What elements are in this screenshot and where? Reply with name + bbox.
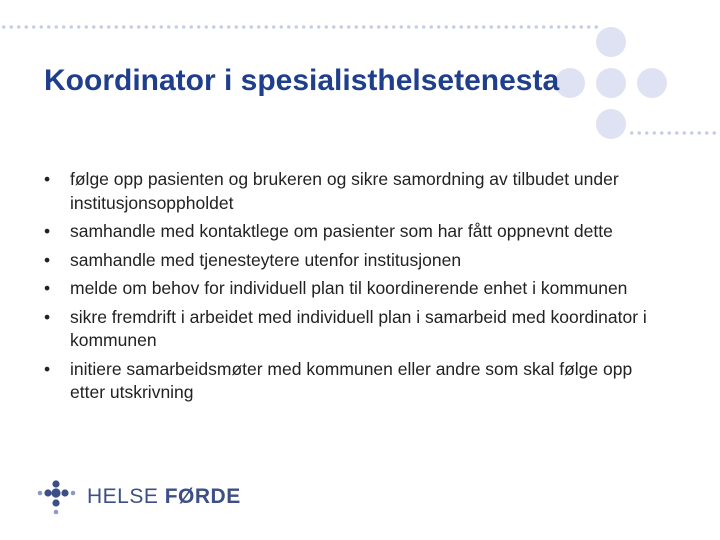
bullet-item: • sikre fremdrift i arbeidet med individuell plan i samarbeid med koordinator i kommunen [44,306,654,353]
decorative-dotted-line-top [0,24,600,30]
bullet-item: • melde om behov for individuell plan til koordinerende enhet i kommunen [44,277,654,301]
decorative-circle [596,27,626,57]
decorative-circle [596,109,626,139]
decorative-circle [637,68,667,98]
bullet-item: • samhandle med kontaktlege om pasienter som har fått oppnevnt dette [44,220,654,244]
logo-dots-icon [34,478,78,520]
helse-forde-logo [34,478,274,520]
decorative-circle [596,68,626,98]
bullet-item: • initiere samarbeidsmøter med kommunen eller andre som skal følge opp etter utskrivning [44,358,654,405]
decorative-dotted-line-right [628,130,720,136]
bullet-list [44,168,654,410]
slide-title: Koordinator i spesialisthelsetenesta [44,64,560,97]
logo-word-forde: FØRDE [164,485,241,508]
logo-word-helse: HELSE [87,485,159,508]
bullet-item: • samhandle med tjenesteytere utenfor institusjonen [44,249,654,273]
bullet-item: • følge opp pasienten og brukeren og sikre samordning av tilbudet under institusjonsoppholdet [44,168,654,215]
logo-text [87,485,241,509]
